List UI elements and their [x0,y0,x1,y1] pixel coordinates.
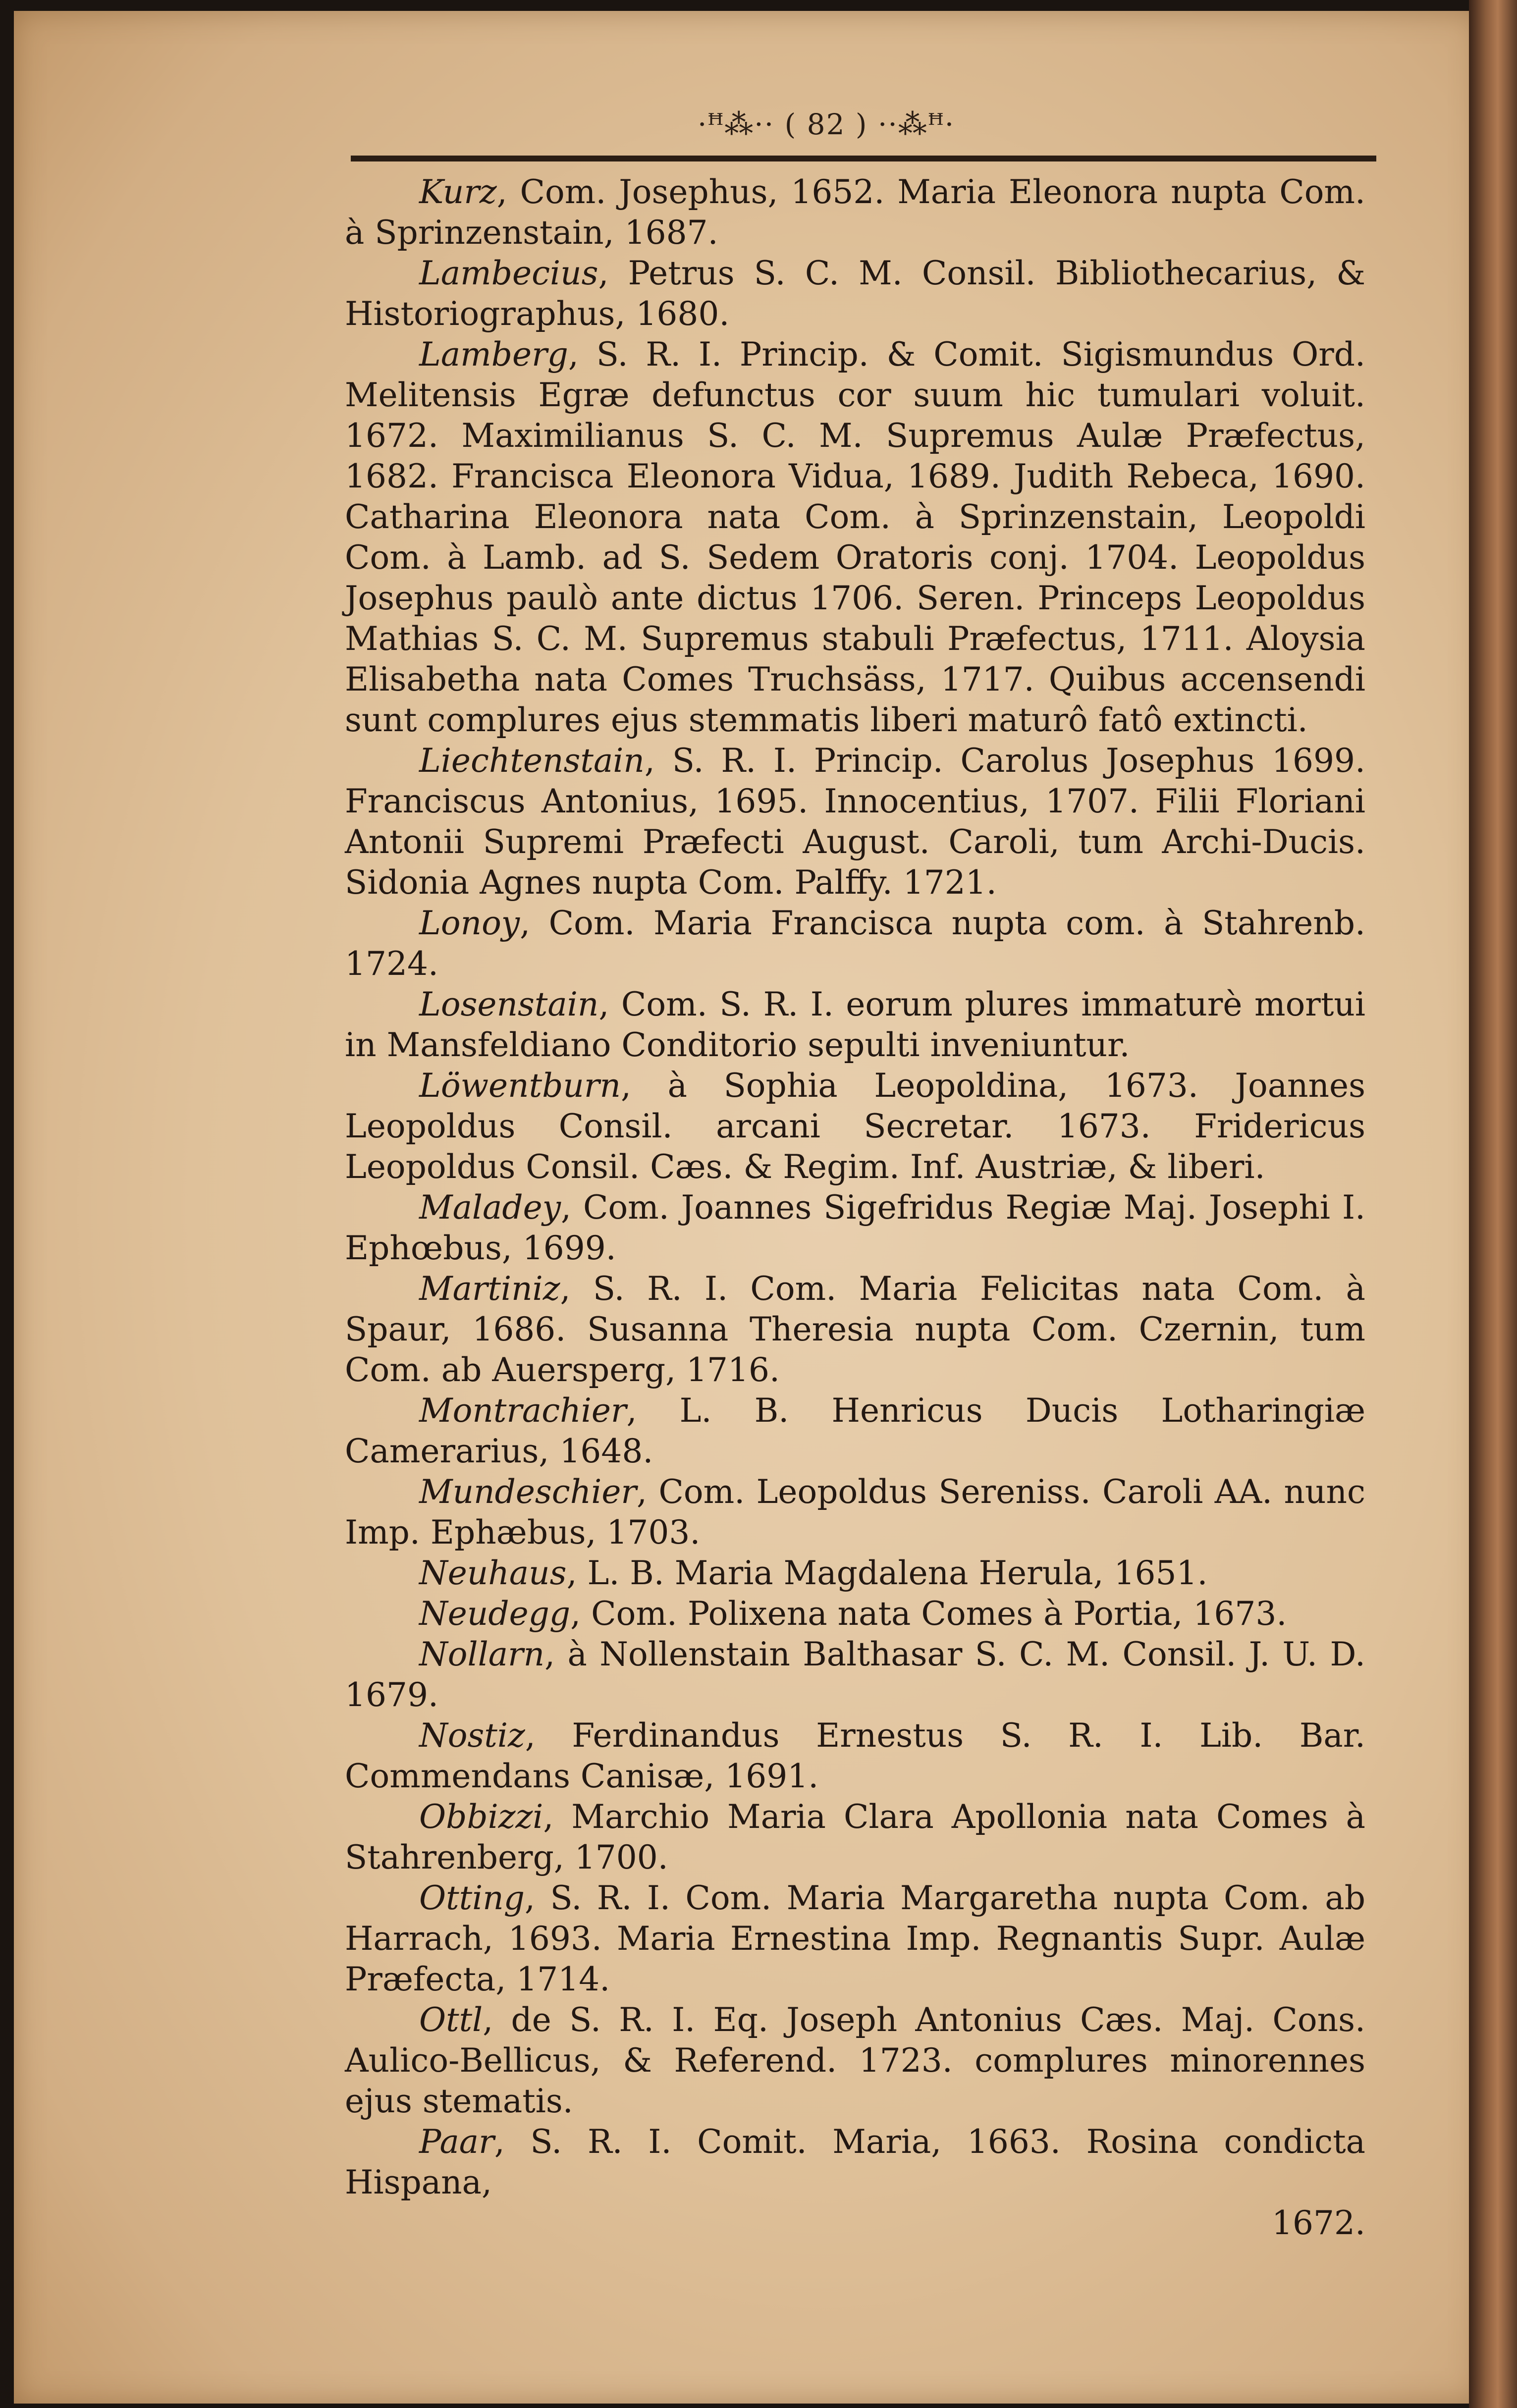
entry-text: , Com. S. R. I. eorum plures immaturè mortui in Mansfeldiano Conditorio sepulti inveniuntur. [345,985,1365,1064]
page-body [345,172,1365,2244]
entry-text: , Ferdinandus Ernestus S. R. I. Lib. Bar. Commendans Canisæ, 1691. [345,1716,1365,1795]
entry-name: Martiniz [419,1270,560,1308]
entry-name: Obbizzi [419,1798,543,1836]
entry-neuhaus [345,1553,1365,1594]
entry-text: , Com. Leopoldus Sereniss. Caroli AA. nunc Imp. Ephæbus, 1703. [345,1473,1365,1552]
book-binding-edge [1469,0,1517,2408]
header-ornament-left: ·ꟸ⁂·· [698,107,775,141]
entry-name: Mundeschier [419,1473,637,1511]
entry-name: Neudegg [419,1595,571,1633]
header-ornament-right: ··⁂ꟸ· [877,107,955,141]
entry-text: , Marchio Maria Clara Apollonia nata Comes à Stahrenberg, 1700. [345,1798,1365,1876]
entry-name: Lamberg [419,335,568,374]
entry-otting [345,1878,1365,2000]
entry-obbizzi [345,1797,1365,1878]
entry-name: Nollarn [419,1635,545,1673]
entry-name: Otting [419,1879,525,1917]
entry-name: Neuhaus [419,1554,567,1592]
entry-liechtenstain [345,741,1365,903]
entry-name: Montrachier [419,1391,627,1430]
entry-text: , de S. R. I. Eq. Joseph Antonius Cæs. Maj. Cons. Aulico-Bellicus, & Referend. 1723. complures minorennes ejus stematis. [345,2001,1365,2120]
entry-name: Maladey [419,1188,561,1227]
entry-text: , à Sophia Leopoldina, 1673. Joannes Leopoldus Consil. arcani Secretar. 1673. Fridericus Leopoldus Consil. Cæs. & Regim. Inf. Austriæ, & liberi. [345,1067,1365,1186]
entry-text: , S. R. I. Princip. Carolus Josephus 1699. Franciscus Antonius, 1695. Innocentius, 1707. Filii Floriani Antonii Supremi Præfecti August. Caroli, tum Archi-Ducis. Sidonia Agnes nupta Com. Palffy. 1721. [345,742,1365,902]
entry-ottl [345,2000,1365,2122]
entry-name: Paar [419,2123,494,2161]
page-number: ( 82 ) [784,107,868,141]
entry-text: , à Nollenstain Balthasar S. C. M. Consil. J. U. D. 1679. [345,1635,1365,1714]
entry-maladey [345,1187,1365,1269]
entry-text: , Com. Maria Francisca nupta com. à Stahrenb. 1724. [345,904,1365,983]
entry-lowentburn [345,1066,1365,1187]
entry-lamberg [345,334,1365,741]
entry-paar-final-year: 1672. [1272,2204,1365,2242]
page-header [698,107,955,141]
entry-montrachier [345,1391,1365,1472]
entry-nostiz [345,1715,1365,1797]
entry-nollarn [345,1634,1365,1715]
entry-text: , S. R. I. Com. Maria Felicitas nata Com. à Spaur, 1686. Susanna Theresia nupta Com. Czernin, tum Com. ab Auersperg, 1716. [345,1270,1365,1389]
entry-text: , S. R. I. Comit. Maria, 1663. Rosina condicta Hispana, [345,2123,1365,2201]
entry-paar [345,2122,1365,2203]
entry-lonoy [345,903,1365,984]
entry-name: Liechtenstain [419,742,645,780]
entry-name: Löwentburn [419,1067,621,1105]
entry-name: Lonoy [419,904,520,942]
entry-name: Losenstain [419,985,599,1023]
entry-martiniz [345,1269,1365,1391]
entry-name: Kurz [419,173,497,211]
entry-kurz [345,172,1365,253]
entry-text: , Com. Joannes Sigefridus Regiæ Maj. Josephi I. Ephœbus, 1699. [345,1188,1365,1267]
entry-lambecius [345,253,1365,334]
entry-text: , Com. Josephus, 1652. Maria Eleonora nupta Com. à Sprinzenstain, 1687. [345,173,1365,252]
entry-text: , S. R. I. Princip. & Comit. Sigismundus Ord. Melitensis Egræ defunctus cor suum hic tumulari voluit. 1672. Maximilianus S. C. M. Supremus Aulæ Præfectus, 1682. Francisca Eleonora Vidua, 1689. Judith Rebeca, 1690. Catharina Eleonora nata Com. à Sprinzenstain, Leopoldi Com. à Lamb. ad S. Sedem Oratoris conj. 1704. Leopoldus Josephus paulò ante dictus 1706. Seren. Princeps Leopoldus Mathias S. C. M. Supremus stabuli Præfectus, 1711. Aloysia Elisabetha nata Comes Truchsäss, 1717. Quibus accensendi sunt complures ejus stemmatis liberi maturô fatô extincti. [345,335,1365,739]
entry-text: , Petrus S. C. M. Consil. Bibliothecarius, & Historiographus, 1680. [345,254,1365,333]
entry-losenstain [345,984,1365,1066]
entry-text: , Com. Polixena nata Comes à Portia, 1673. [570,1595,1287,1633]
header-rule [351,156,1376,161]
entry-name: Lambecius [419,254,598,292]
entry-name: Nostiz [419,1716,525,1755]
book-page [14,11,1480,2404]
entry-text: , L. B. Henricus Ducis Lotharingiæ Camerarius, 1648. [345,1391,1365,1470]
entry-neudegg [345,1594,1365,1634]
entry-text: , L. B. Maria Magdalena Herula, 1651. [566,1554,1208,1592]
entry-name: Ottl [419,2001,483,2039]
entry-text: , S. R. I. Com. Maria Margaretha nupta Com. ab Harrach, 1693. Maria Ernestina Imp. Regnantis Supr. Aulæ Præfecta, 1714. [345,1879,1365,1998]
entry-mundeschier [345,1472,1365,1553]
